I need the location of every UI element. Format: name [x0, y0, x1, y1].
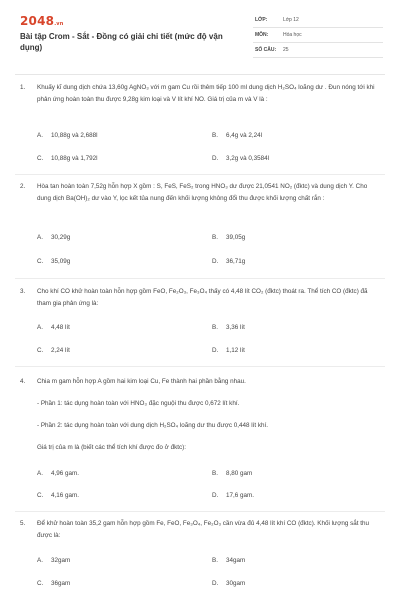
option-b[interactable]: B. 8,80 gam: [212, 470, 253, 477]
option-a[interactable]: A. 30,29g: [37, 234, 71, 241]
option-a[interactable]: A. 4,48 lít: [37, 324, 70, 331]
question-line: Giá trị của m là (biết các thể tích khí được đo ở đktc):: [37, 444, 186, 451]
question-line: Hòa tan hoàn toàn 7,52g hỗn hợp X gồm : S, FeS, FeS₂ trong HNO₃ dư được 21,0541 NO₂ (đktc) và dung dịch Y. Cho dung dịch Ba(OH)₂ dư vào Y, lọc kết tủa nung đến khối lượng không đổi thu được khối lượng chất rắn :: [37, 183, 368, 202]
question-line: Khuấy kĩ dung dịch chứa 13,60g AgNO₃ với m gam Cu rồi thêm tiếp 100 ml dung dịch H₂SO₄ loãng dư . Đun nóng tới khi phản ứng hoàn toàn thu được 9,28g kim loại và V lít khí NO. Giá trị của m và V là :: [37, 84, 375, 103]
question-number: 3.: [20, 288, 26, 295]
meta-value: Lớp 12: [283, 17, 299, 23]
option-b[interactable]: B. 34gam: [212, 557, 246, 564]
question-separator: [15, 511, 385, 512]
option-c[interactable]: C. 4,16 gam.: [37, 492, 80, 499]
option-c[interactable]: C. 35,09g: [37, 258, 71, 265]
document-header: [0, 0, 400, 72]
option-b[interactable]: B. 6,4g và 2,24l: [212, 132, 263, 139]
question-text: [37, 181, 382, 209]
logo-suffix: .vn: [54, 21, 64, 27]
page-title: Bài tập Crom - Sắt - Đồng có giải chi tiết (mức độ vận dụng): [20, 32, 223, 52]
question-number: 5.: [20, 520, 26, 527]
meta-label: MÔN:: [255, 32, 269, 38]
meta-value: 25: [283, 47, 289, 53]
option-d[interactable]: D. 3,2g và 0,3584l: [212, 155, 270, 162]
question-line: Để khử hoàn toàn 35,2 gam hỗn hợp gồm Fe, FeO, Fe₃O₄, Fe₂O₃ cần vừa đủ 4,48 lít khí CO (đktc). Khối lượng sắt thu được là:: [37, 520, 370, 539]
option-c[interactable]: C. 36gam: [37, 580, 71, 587]
question-number: 2.: [20, 183, 26, 190]
option-a[interactable]: A. 4,96 gam.: [37, 470, 80, 477]
question-separator: [15, 174, 385, 175]
meta-label: LỚP:: [255, 17, 268, 23]
question-separator: [15, 278, 385, 279]
question-line: - Phần 1: tác dụng hoàn toàn với HNO₃ đặc nguội thu được 0,672 lít khí.: [37, 400, 240, 407]
option-d[interactable]: D. 1,12 lít: [212, 347, 245, 354]
option-c[interactable]: C. 2,24 lít: [37, 347, 70, 354]
header-divider: [15, 74, 385, 75]
meta-label: SỐ CÂU:: [255, 47, 277, 53]
option-c[interactable]: C. 10,88g và 1,792l: [37, 155, 98, 162]
question-line: Chia m gam hỗn hợp A gồm hai kim loại Cu, Fe thành hai phần bằng nhau.: [37, 378, 246, 385]
meta-row-subject: [253, 29, 383, 43]
option-d[interactable]: D. 17,6 gam.: [212, 492, 255, 499]
option-a[interactable]: A. 10,88g và 2,688l: [37, 132, 98, 139]
meta-value: Hóa học: [283, 32, 302, 38]
meta-row-count: [253, 44, 383, 58]
question-text: [37, 82, 382, 110]
meta-row-class: [253, 14, 383, 28]
question-number: 4.: [20, 378, 26, 385]
question-text: [37, 518, 382, 546]
option-b[interactable]: B. 3,36 lít: [212, 324, 245, 331]
site-logo[interactable]: [20, 14, 64, 28]
question-text: [37, 286, 382, 314]
option-b[interactable]: B. 39,05g: [212, 234, 246, 241]
question-line: Cho khí CO khử hoàn toàn hỗn hợp gồm FeO, Fe₂O₃, Fe₃O₄ thấy có 4,48 lít CO₂ (đktc) thoát ra. Thể tích CO (đktc) đã tham gia phản ứng là:: [37, 288, 368, 307]
question-separator: [15, 366, 385, 367]
option-a[interactable]: A. 32gam: [37, 557, 71, 564]
question-line: - Phần 2: tác dụng hoàn toàn với dung dịch H₂SO₄ loãng dư thu được 0,448 lít khí.: [37, 422, 269, 429]
question-number: 1.: [20, 84, 26, 91]
logo-main: 2048: [20, 14, 55, 28]
option-d[interactable]: D. 30gam: [212, 580, 246, 587]
question-text: [37, 376, 382, 458]
option-d[interactable]: D. 36,71g: [212, 258, 246, 265]
